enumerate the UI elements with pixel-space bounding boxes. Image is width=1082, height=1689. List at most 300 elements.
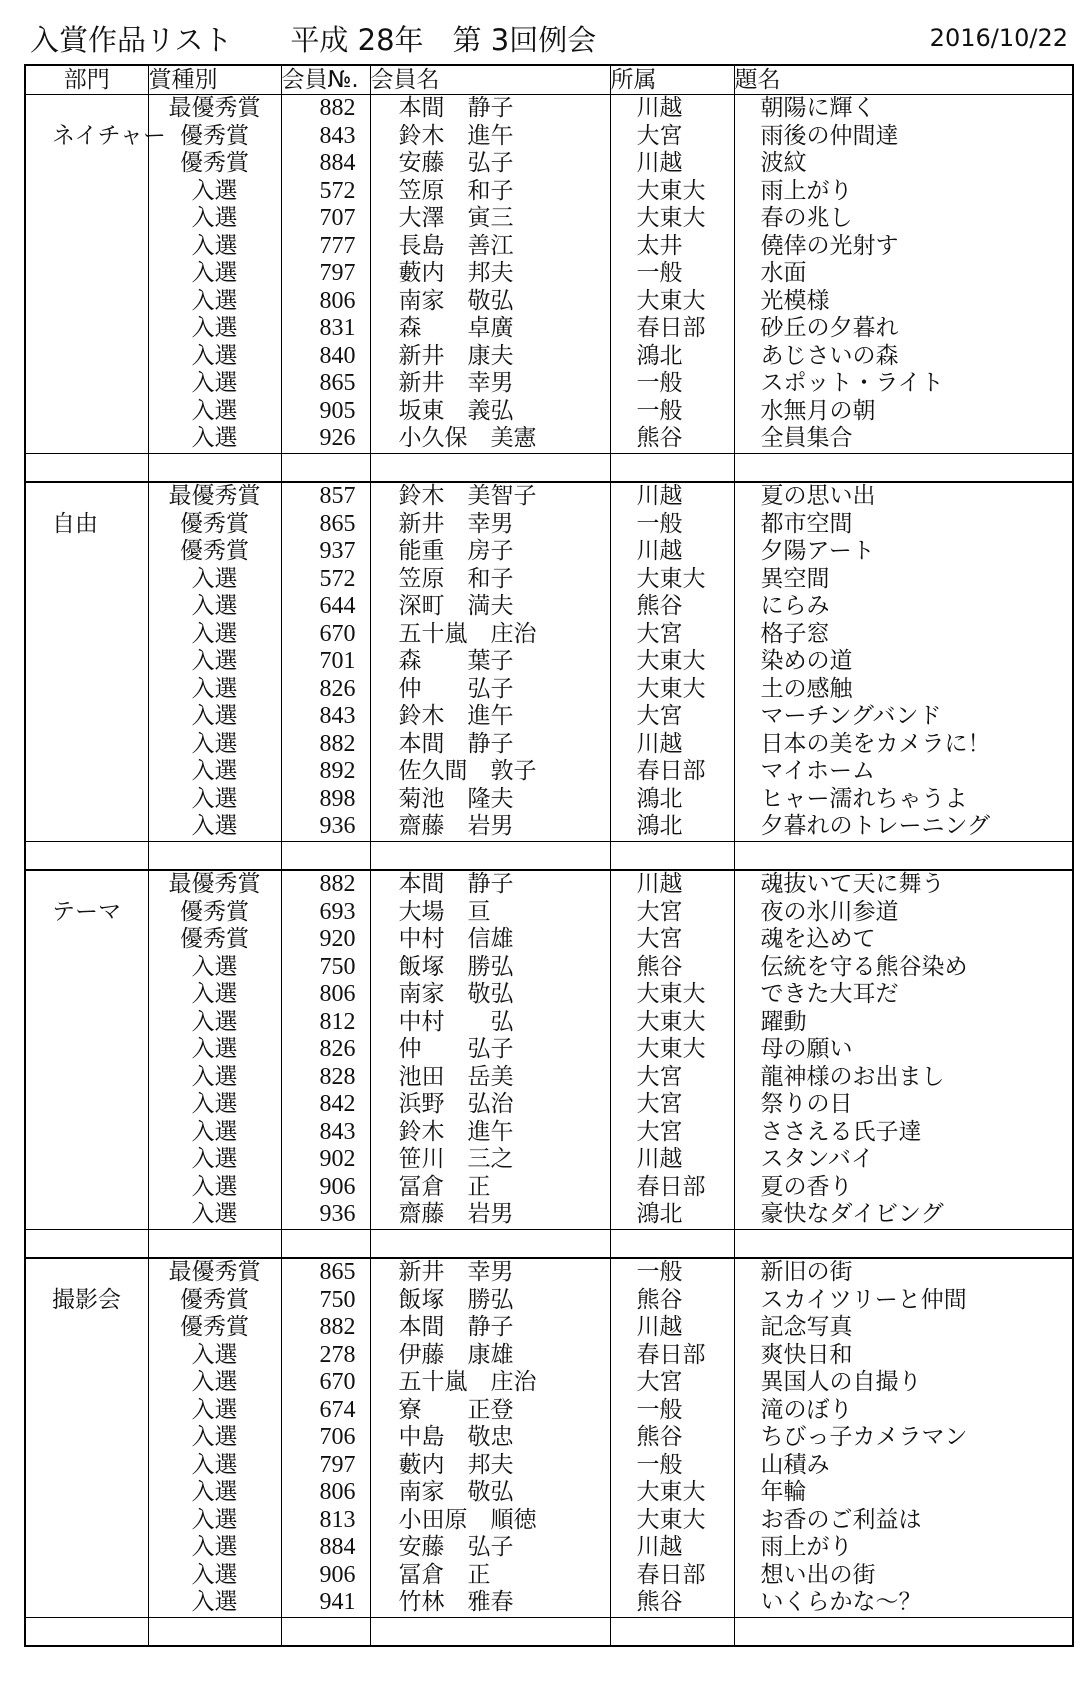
report-date: 2016/10/22 <box>929 24 1068 52</box>
title-cell: 想い出の街 <box>734 1562 1073 1590</box>
member-no-cell: 840 <box>281 343 370 371</box>
affiliation-cell: 大東大 <box>610 1009 734 1037</box>
title-cell: 祭りの日 <box>734 1091 1073 1119</box>
table-row <box>25 1589 1073 1617</box>
section-empty-cell <box>25 786 148 814</box>
affiliation-cell: 一般 <box>610 398 734 426</box>
award-cell: 入選 <box>148 1424 281 1452</box>
title-cell: 雨後の仲間達 <box>734 123 1073 151</box>
table-row <box>25 1397 1073 1425</box>
member-no-cell: 777 <box>281 233 370 261</box>
title-cell: 土の感触 <box>734 676 1073 704</box>
empty-cell <box>148 841 281 870</box>
member-no-cell: 843 <box>281 1119 370 1147</box>
award-cell: 優秀賞 <box>148 926 281 954</box>
table-row <box>25 260 1073 288</box>
page-title: 入賞作品リスト 平成 28年 第 3回例会 <box>30 23 597 57</box>
award-cell: 入選 <box>148 1064 281 1092</box>
table-row <box>25 370 1073 398</box>
title-cell: 爽快日和 <box>734 1342 1073 1370</box>
section-empty-cell <box>25 288 148 316</box>
table-row <box>25 288 1073 316</box>
member-name-cell: 佐久間 敦子 <box>370 758 610 786</box>
member-no-cell: 865 <box>281 370 370 398</box>
affiliation-cell: 大東大 <box>610 178 734 206</box>
member-name-cell: 中島 敬忠 <box>370 1424 610 1452</box>
affiliation-cell: 大宮 <box>610 1119 734 1147</box>
member-name-cell: 仲 弘子 <box>370 1036 610 1064</box>
table-row <box>25 205 1073 233</box>
empty-cell <box>25 1617 148 1646</box>
table-row <box>25 1479 1073 1507</box>
title-cell: スカイツリーと仲間 <box>734 1287 1073 1315</box>
title-cell: 朝陽に輝く <box>734 95 1073 123</box>
table-row <box>25 1119 1073 1147</box>
award-cell: 入選 <box>148 1589 281 1617</box>
member-no-cell: 644 <box>281 593 370 621</box>
affiliation-cell: 大宮 <box>610 703 734 731</box>
affiliation-cell: 大東大 <box>610 1479 734 1507</box>
section-empty-cell <box>25 1258 148 1287</box>
empty-cell <box>734 841 1073 870</box>
section-empty-cell <box>25 370 148 398</box>
table-row <box>25 315 1073 343</box>
section-empty-cell <box>25 1064 148 1092</box>
member-no-cell: 882 <box>281 731 370 759</box>
section-spacer-row <box>25 453 1073 482</box>
empty-cell <box>734 453 1073 482</box>
award-cell: 優秀賞 <box>148 899 281 927</box>
member-name-cell: 坂東 義弘 <box>370 398 610 426</box>
award-cell: 入選 <box>148 1119 281 1147</box>
member-no-cell: 898 <box>281 786 370 814</box>
member-no-cell: 865 <box>281 1258 370 1287</box>
section-empty-cell <box>25 731 148 759</box>
section-empty-cell <box>25 1174 148 1202</box>
award-cell: 入選 <box>148 1036 281 1064</box>
award-cell: 最優秀賞 <box>148 95 281 123</box>
section-empty-cell <box>25 1314 148 1342</box>
affiliation-cell: 熊谷 <box>610 954 734 982</box>
empty-cell <box>281 841 370 870</box>
title-cell: 格子窓 <box>734 621 1073 649</box>
title-cell: にらみ <box>734 593 1073 621</box>
award-cell: 入選 <box>148 621 281 649</box>
affiliation-cell: 鴻北 <box>610 786 734 814</box>
member-name-cell: 本間 静子 <box>370 870 610 899</box>
affiliation-cell: 川越 <box>610 731 734 759</box>
member-no-cell: 812 <box>281 1009 370 1037</box>
member-name-cell: 伊藤 康雄 <box>370 1342 610 1370</box>
affiliation-cell: 大宮 <box>610 123 734 151</box>
member-name-cell: 仲 弘子 <box>370 676 610 704</box>
award-cell: 入選 <box>148 954 281 982</box>
table-row <box>25 1174 1073 1202</box>
award-cell: 入選 <box>148 1397 281 1425</box>
member-no-cell: 905 <box>281 398 370 426</box>
section-empty-cell <box>25 1091 148 1119</box>
table-row <box>25 786 1073 814</box>
affiliation-cell: 川越 <box>610 150 734 178</box>
section-empty-cell <box>25 260 148 288</box>
award-cell: 入選 <box>148 703 281 731</box>
member-name-cell: 本間 静子 <box>370 731 610 759</box>
member-name-cell: 森 葉子 <box>370 648 610 676</box>
award-cell: 入選 <box>148 233 281 261</box>
member-name-cell: 新井 幸男 <box>370 511 610 539</box>
member-no-cell: 701 <box>281 648 370 676</box>
title-cell: 異国人の自撮り <box>734 1369 1073 1397</box>
member-name-cell: 新井 幸男 <box>370 1258 610 1287</box>
table-row <box>25 482 1073 511</box>
table-row <box>25 899 1073 927</box>
affiliation-cell: 大東大 <box>610 1507 734 1535</box>
member-no-cell: 884 <box>281 150 370 178</box>
column-header-member-name: 会員名 <box>370 65 610 95</box>
table-row <box>25 233 1073 261</box>
affiliation-cell: 川越 <box>610 482 734 511</box>
title-cell: いくらかな～？ <box>734 1589 1073 1617</box>
table-body <box>25 95 1073 1647</box>
title-cell: 砂丘の夕暮れ <box>734 315 1073 343</box>
empty-cell <box>25 453 148 482</box>
award-cell: 入選 <box>148 1342 281 1370</box>
section-empty-cell <box>25 343 148 371</box>
title-cell: 伝統を守る熊谷染め <box>734 954 1073 982</box>
title-cell: 光模様 <box>734 288 1073 316</box>
table-row <box>25 1369 1073 1397</box>
affiliation-cell: 一般 <box>610 511 734 539</box>
table-row <box>25 813 1073 841</box>
member-name-cell: 五十嵐 庄治 <box>370 621 610 649</box>
member-no-cell: 572 <box>281 566 370 594</box>
title-cell: 記念写真 <box>734 1314 1073 1342</box>
table-row <box>25 1009 1073 1037</box>
section-empty-cell <box>25 1397 148 1425</box>
member-name-cell: 五十嵐 庄治 <box>370 1369 610 1397</box>
award-cell: 入選 <box>148 178 281 206</box>
award-cell: 入選 <box>148 343 281 371</box>
title-cell: ちびっ子カメラマン <box>734 1424 1073 1452</box>
member-name-cell: 大澤 寅三 <box>370 205 610 233</box>
title-cell: お香のご利益は <box>734 1507 1073 1535</box>
member-name-cell: 本間 静子 <box>370 95 610 123</box>
table-row <box>25 95 1073 123</box>
award-cell: 入選 <box>148 1009 281 1037</box>
table-row <box>25 731 1073 759</box>
empty-cell <box>734 1229 1073 1258</box>
award-cell: 入選 <box>148 1174 281 1202</box>
title-cell: 母の願い <box>734 1036 1073 1064</box>
award-cell: 入選 <box>148 1562 281 1590</box>
affiliation-cell: 春日部 <box>610 1562 734 1590</box>
member-no-cell: 674 <box>281 1397 370 1425</box>
award-cell: 入選 <box>148 786 281 814</box>
title-cell: 魂を込めて <box>734 926 1073 954</box>
table-row <box>25 758 1073 786</box>
member-no-cell: 706 <box>281 1424 370 1452</box>
table-row <box>25 425 1073 453</box>
section-spacer-row <box>25 1617 1073 1646</box>
member-name-cell: 中村 弘 <box>370 1009 610 1037</box>
award-cell: 最優秀賞 <box>148 1258 281 1287</box>
award-cell: 入選 <box>148 648 281 676</box>
section-empty-cell <box>25 676 148 704</box>
empty-cell <box>370 1229 610 1258</box>
table-row <box>25 1452 1073 1480</box>
award-cell: 入選 <box>148 288 281 316</box>
table-row <box>25 1258 1073 1287</box>
member-no-cell: 813 <box>281 1507 370 1535</box>
member-name-cell: 飯塚 勝弘 <box>370 954 610 982</box>
award-cell: 入選 <box>148 813 281 841</box>
section-empty-cell <box>25 178 148 206</box>
section-empty-cell <box>25 1479 148 1507</box>
member-no-cell: 941 <box>281 1589 370 1617</box>
title-cell: マーチングバンド <box>734 703 1073 731</box>
table-row <box>25 1091 1073 1119</box>
member-name-cell: 笹川 三之 <box>370 1146 610 1174</box>
affiliation-cell: 春日部 <box>610 1342 734 1370</box>
title-cell: 夏の香り <box>734 1174 1073 1202</box>
section-empty-cell <box>25 95 148 123</box>
member-no-cell: 278 <box>281 1342 370 1370</box>
title-cell: ささえる氏子達 <box>734 1119 1073 1147</box>
member-name-cell: 鈴木 進午 <box>370 703 610 731</box>
member-name-cell: 本間 静子 <box>370 1314 610 1342</box>
member-no-cell: 693 <box>281 899 370 927</box>
member-name-cell: 南家 敬弘 <box>370 1479 610 1507</box>
member-no-cell: 865 <box>281 511 370 539</box>
award-cell: 入選 <box>148 1534 281 1562</box>
table-row <box>25 1287 1073 1315</box>
award-cell: 最優秀賞 <box>148 870 281 899</box>
award-cell: 入選 <box>148 315 281 343</box>
table-row <box>25 566 1073 594</box>
section-empty-cell <box>25 566 148 594</box>
section-empty-cell <box>25 1534 148 1562</box>
title-cell: 夕陽アート <box>734 538 1073 566</box>
title-cell: 魂抜いて天に舞う <box>734 870 1073 899</box>
table-row <box>25 621 1073 649</box>
section-empty-cell <box>25 1342 148 1370</box>
affiliation-cell: 春日部 <box>610 758 734 786</box>
section-empty-cell <box>25 1507 148 1535</box>
member-name-cell: 長島 善江 <box>370 233 610 261</box>
table-row <box>25 511 1073 539</box>
award-cell: 入選 <box>148 731 281 759</box>
title-cell: 夕暮れのトレーニング <box>734 813 1073 841</box>
section-empty-cell <box>25 813 148 841</box>
title-cell: 龍神様のお出まし <box>734 1064 1073 1092</box>
member-name-cell: 浜野 弘治 <box>370 1091 610 1119</box>
award-cell: 入選 <box>148 370 281 398</box>
affiliation-cell: 一般 <box>610 1258 734 1287</box>
affiliation-cell: 一般 <box>610 1397 734 1425</box>
member-no-cell: 831 <box>281 315 370 343</box>
member-name-cell: 新井 幸男 <box>370 370 610 398</box>
member-name-cell: 大場 亘 <box>370 899 610 927</box>
section-name-cell: 自由 <box>25 511 148 539</box>
award-cell: 入選 <box>148 1201 281 1229</box>
table-row <box>25 981 1073 1009</box>
award-cell: 入選 <box>148 260 281 288</box>
empty-cell <box>370 453 610 482</box>
column-header-title: 題名 <box>734 65 1073 95</box>
member-no-cell: 936 <box>281 1201 370 1229</box>
table-row <box>25 538 1073 566</box>
table-row <box>25 123 1073 151</box>
member-name-cell: 冨倉 正 <box>370 1174 610 1202</box>
empty-cell <box>281 453 370 482</box>
member-no-cell: 750 <box>281 954 370 982</box>
award-cell: 入選 <box>148 676 281 704</box>
table-row <box>25 178 1073 206</box>
member-name-cell: 鈴木 美智子 <box>370 482 610 511</box>
table-row <box>25 1534 1073 1562</box>
column-header-award: 賞種別 <box>148 65 281 95</box>
title-cell: マイホーム <box>734 758 1073 786</box>
column-header-affiliation: 所属 <box>610 65 734 95</box>
affiliation-cell: 春日部 <box>610 1174 734 1202</box>
section-empty-cell <box>25 1036 148 1064</box>
award-cell: 入選 <box>148 1479 281 1507</box>
title-cell: 異空間 <box>734 566 1073 594</box>
affiliation-cell: 大東大 <box>610 566 734 594</box>
empty-cell <box>610 841 734 870</box>
member-name-cell: 小田原 順徳 <box>370 1507 610 1535</box>
section-name-cell: 撮影会 <box>25 1287 148 1315</box>
affiliation-cell: 熊谷 <box>610 1287 734 1315</box>
section-empty-cell <box>25 1589 148 1617</box>
title-cell: 日本の美をカメラに！ <box>734 731 1073 759</box>
member-no-cell: 826 <box>281 676 370 704</box>
section-empty-cell <box>25 1452 148 1480</box>
section-empty-cell <box>25 926 148 954</box>
affiliation-cell: 大宮 <box>610 926 734 954</box>
affiliation-cell: 大宮 <box>610 899 734 927</box>
affiliation-cell: 川越 <box>610 95 734 123</box>
table-row <box>25 648 1073 676</box>
member-name-cell: 齋藤 岩男 <box>370 813 610 841</box>
section-empty-cell <box>25 315 148 343</box>
affiliation-cell: 大宮 <box>610 1064 734 1092</box>
award-cell: 入選 <box>148 1507 281 1535</box>
affiliation-cell: 鴻北 <box>610 1201 734 1229</box>
member-name-cell: 竹林 雅春 <box>370 1589 610 1617</box>
member-no-cell: 843 <box>281 703 370 731</box>
affiliation-cell: 一般 <box>610 260 734 288</box>
member-no-cell: 882 <box>281 870 370 899</box>
member-no-cell: 906 <box>281 1562 370 1590</box>
member-no-cell: 884 <box>281 1534 370 1562</box>
empty-cell <box>281 1617 370 1646</box>
section-empty-cell <box>25 425 148 453</box>
member-name-cell: 池田 岳美 <box>370 1064 610 1092</box>
member-name-cell: 小久保 美憲 <box>370 425 610 453</box>
member-no-cell: 906 <box>281 1174 370 1202</box>
member-no-cell: 750 <box>281 1287 370 1315</box>
member-no-cell: 926 <box>281 425 370 453</box>
title-cell: 雨上がり <box>734 178 1073 206</box>
award-cell: 優秀賞 <box>148 1314 281 1342</box>
award-cell: 入選 <box>148 398 281 426</box>
affiliation-cell: 大宮 <box>610 1369 734 1397</box>
section-empty-cell <box>25 621 148 649</box>
affiliation-cell: 一般 <box>610 370 734 398</box>
empty-cell <box>148 1229 281 1258</box>
section-empty-cell <box>25 648 148 676</box>
member-no-cell: 670 <box>281 1369 370 1397</box>
award-cell: 最優秀賞 <box>148 482 281 511</box>
empty-cell <box>25 841 148 870</box>
title-cell: 豪快なダイビング <box>734 1201 1073 1229</box>
empty-cell <box>610 1617 734 1646</box>
member-no-cell: 892 <box>281 758 370 786</box>
section-spacer-row <box>25 841 1073 870</box>
empty-cell <box>370 841 610 870</box>
member-no-cell: 806 <box>281 1479 370 1507</box>
member-no-cell: 882 <box>281 1314 370 1342</box>
member-no-cell: 882 <box>281 95 370 123</box>
title-cell: 全員集合 <box>734 425 1073 453</box>
table-row <box>25 870 1073 899</box>
title-cell: 夏の思い出 <box>734 482 1073 511</box>
member-no-cell: 707 <box>281 205 370 233</box>
empty-cell <box>734 1617 1073 1646</box>
affiliation-cell: 大東大 <box>610 676 734 704</box>
award-cell: 入選 <box>148 593 281 621</box>
member-name-cell: 菊池 隆夫 <box>370 786 610 814</box>
title-cell: できた大耳だ <box>734 981 1073 1009</box>
member-no-cell: 797 <box>281 1452 370 1480</box>
title-cell: 僥倖の光射す <box>734 233 1073 261</box>
affiliation-cell: 熊谷 <box>610 1424 734 1452</box>
empty-cell <box>281 1229 370 1258</box>
member-name-cell: 新井 康夫 <box>370 343 610 371</box>
table-row <box>25 1562 1073 1590</box>
member-name-cell: 鈴木 進午 <box>370 123 610 151</box>
award-cell: 入選 <box>148 981 281 1009</box>
member-no-cell: 842 <box>281 1091 370 1119</box>
member-name-cell: 南家 敬弘 <box>370 981 610 1009</box>
member-no-cell: 902 <box>281 1146 370 1174</box>
section-spacer-row <box>25 1229 1073 1258</box>
table-row <box>25 1507 1073 1535</box>
empty-cell <box>148 453 281 482</box>
section-empty-cell <box>25 954 148 982</box>
title-cell: 春の兆し <box>734 205 1073 233</box>
empty-cell <box>610 1229 734 1258</box>
member-no-cell: 806 <box>281 981 370 1009</box>
affiliation-cell: 熊谷 <box>610 425 734 453</box>
member-name-cell: 笠原 和子 <box>370 178 610 206</box>
affiliation-cell: 春日部 <box>610 315 734 343</box>
table-row <box>25 150 1073 178</box>
table-row <box>25 1342 1073 1370</box>
section-empty-cell <box>25 538 148 566</box>
column-header-member-no: 会員№. <box>281 65 370 95</box>
table-header-row <box>25 65 1073 95</box>
section-empty-cell <box>25 758 148 786</box>
title-cell: スポット・ライト <box>734 370 1073 398</box>
member-name-cell: 飯塚 勝弘 <box>370 1287 610 1315</box>
title-cell: 雨上がり <box>734 1534 1073 1562</box>
table-row <box>25 1201 1073 1229</box>
section-empty-cell <box>25 1369 148 1397</box>
section-empty-cell <box>25 1424 148 1452</box>
section-empty-cell <box>25 482 148 511</box>
